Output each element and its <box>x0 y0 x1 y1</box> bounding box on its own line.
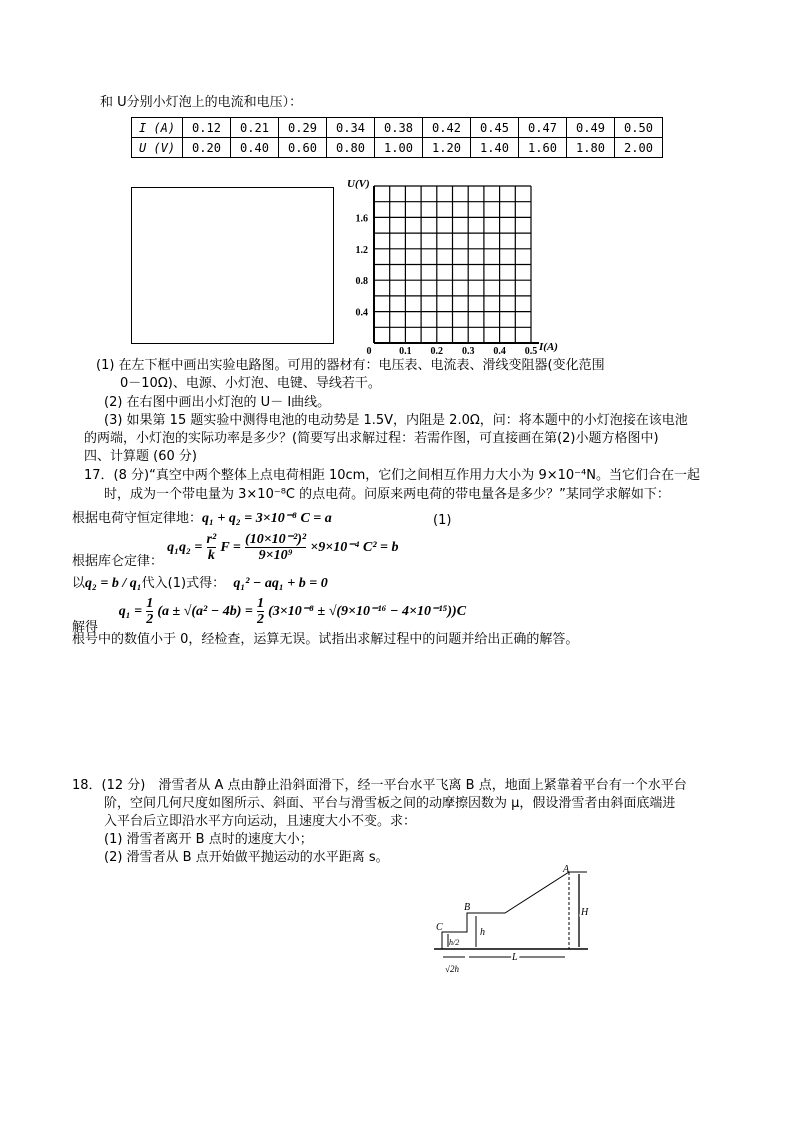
label-h: h <box>480 927 485 938</box>
u-i-grid-graph <box>335 165 558 360</box>
step1-label: 根据电荷守恒定律地： <box>72 511 203 526</box>
equation-tag: (1) <box>433 513 452 528</box>
row-header: U (V) <box>132 138 183 158</box>
label-h-half: h/2 <box>449 938 460 947</box>
x-tick-label: 0.3 <box>461 346 475 357</box>
frac-num: 1 <box>146 596 154 611</box>
step2-eq-b: F = <box>220 540 241 555</box>
y-tick-label: 1.2 <box>355 244 368 256</box>
data-table <box>131 117 663 158</box>
table-cell: 0.40 <box>231 138 279 158</box>
table-cell: 0.12 <box>183 118 231 138</box>
y-tick-label: 0.8 <box>355 276 368 288</box>
label-B: B <box>464 902 471 913</box>
table-cell: 2.00 <box>615 138 663 158</box>
table-cell: 1.60 <box>519 138 567 158</box>
step4-eq-a: q₁ = <box>118 604 143 619</box>
circuit-drawing-box <box>131 187 334 344</box>
step2-label: 根据库仑定律： <box>72 554 164 569</box>
table-cell: 0.38 <box>375 118 423 138</box>
q16-part3-line2: 的两端，小灯泡的实际功率是多少？(简要写出求解过程：若需作图，可直接画在第(2)小题方格图中) <box>84 431 659 446</box>
x-axis-label: I(A) <box>539 341 558 353</box>
q16-part1-line1: (1) 在左下框中画出实验电路图。可用的器材有：电压表、电流表、滑线变阻器(变化范围 <box>96 358 605 373</box>
q18-part1: (1) 滑雪者离开 B 点时的速度大小； <box>104 832 313 847</box>
table-cell: 0.34 <box>327 118 375 138</box>
q18-line1: 18．(12 分) 滑雪者从 A 点由静止沿斜面滑下，经一平台水平飞离 B 点，地面上紧靠着平台有一个水平台 <box>72 778 687 793</box>
x-tick-label: 0.1 <box>399 346 412 357</box>
section-heading: 四、计算题 (60 分) <box>84 449 197 464</box>
table-cell: 1.80 <box>567 138 615 158</box>
table-cell: 0.47 <box>519 118 567 138</box>
step1-equation: q₁ + q₂ = 3×10⁻⁸ C = a <box>202 511 332 526</box>
table-cell: 0.29 <box>279 118 327 138</box>
q17-step2 <box>72 532 399 577</box>
step3-sub: q₂ = b / q₁ <box>85 576 142 591</box>
step4-eq-c: (3×10⁻⁸ ± √(9×10⁻¹⁶ − 4×10⁻¹⁵))C <box>268 604 467 619</box>
frac-num: 1 <box>256 596 264 611</box>
step3-label-b: 代入(1)式得： <box>141 576 226 591</box>
frac-den: 9×10⁹ <box>258 548 293 563</box>
step4-eq-b: (a ± √(a² − 4b) = <box>157 604 253 619</box>
q16-part3-line1: (3) 如果第 15 题实验中测得电池的电动势是 1.5V，内阻是 2.0Ω，问：将本题中的小灯泡接在该电池 <box>104 413 688 428</box>
table-cell: 1.40 <box>471 138 519 158</box>
q18-part2: (2) 滑雪者从 B 点开始做平抛运动的水平距离 s。 <box>104 850 389 865</box>
x-tick-label: 0.5 <box>524 346 538 357</box>
intro-text: 和 U分别小灯泡上的电流和电压）： <box>100 95 303 110</box>
x-tick-label: 0.4 <box>493 346 506 357</box>
q17-line1: 17．(8 分)“真空中两个整体上点电荷相距 10cm，它们之间相互作用力大小为 9×10⁻⁴N。当它们合在一起 <box>84 468 700 483</box>
table-row <box>132 118 663 138</box>
frac-num: (10×10⁻²)² <box>245 532 307 547</box>
table-cell: 0.20 <box>183 138 231 158</box>
frac-den: 2 <box>146 612 154 627</box>
table-cell: 0.21 <box>231 118 279 138</box>
y-tick-label: 1.6 <box>355 213 368 225</box>
label-root2h: √2h <box>445 964 459 974</box>
x-tick-label: 0 <box>366 346 372 357</box>
table-row <box>132 138 663 158</box>
step3-equation: q₁² − aq₁ + b = 0 <box>233 576 328 591</box>
q17-line2: 时，成为一个带电量为 3×10⁻⁸C 的点电荷。问原来两电荷的带电量各是多少？”某同学求解如下： <box>104 487 670 502</box>
frac-num: r² <box>206 532 217 547</box>
y-axis-label: U(V) <box>347 178 370 190</box>
table-cell: 0.42 <box>423 118 471 138</box>
frac-den: k <box>207 548 215 563</box>
ski-slope-diagram <box>420 860 600 980</box>
label-L: L <box>512 952 518 963</box>
label-C: C <box>436 922 443 933</box>
label-A: A <box>563 864 570 875</box>
table-cell: 0.60 <box>279 138 327 158</box>
q16-part1-line2: 0－10Ω)、电源、小灯泡、电键、导线若干。 <box>120 376 381 391</box>
step2-eq-a: q₁q₂ = <box>167 540 203 555</box>
row-header: I (A) <box>132 118 183 138</box>
y-tick-label: 0.4 <box>355 307 368 319</box>
table-cell: 0.80 <box>327 138 375 158</box>
q17-step1 <box>72 511 332 527</box>
table-cell: 1.20 <box>423 138 471 158</box>
step3-label-a: 以 <box>72 576 86 591</box>
q18-line3: 入平台后立即沿水平方向运动，且速度大小不变。求： <box>104 814 417 829</box>
q17-closing: 根号中的数值小于 0，经检查，运算无误。试指出求解过程中的问题并给出正确的解答。 <box>72 632 579 647</box>
step4-label: 解得 <box>72 620 99 635</box>
q18-line2: 阶，空间几何尺度如图所示、斜面、平台与滑雪板之间的动摩擦因数为 μ，假设滑雪者由斜面底端进 <box>104 796 676 811</box>
step2-eq-c: ×9×10⁻⁴ C² = b <box>310 540 399 555</box>
x-tick-label: 0.2 <box>430 346 444 357</box>
q16-part2: (2) 在右图中画出小灯泡的 U－ I曲线。 <box>104 395 331 410</box>
q17-step3 <box>72 576 328 592</box>
label-H: H <box>581 907 589 918</box>
frac-den: 2 <box>256 612 264 627</box>
table-cell: 0.49 <box>567 118 615 138</box>
table-cell: 1.00 <box>375 138 423 158</box>
table-cell: 0.45 <box>471 118 519 138</box>
table-cell: 0.50 <box>615 118 663 138</box>
